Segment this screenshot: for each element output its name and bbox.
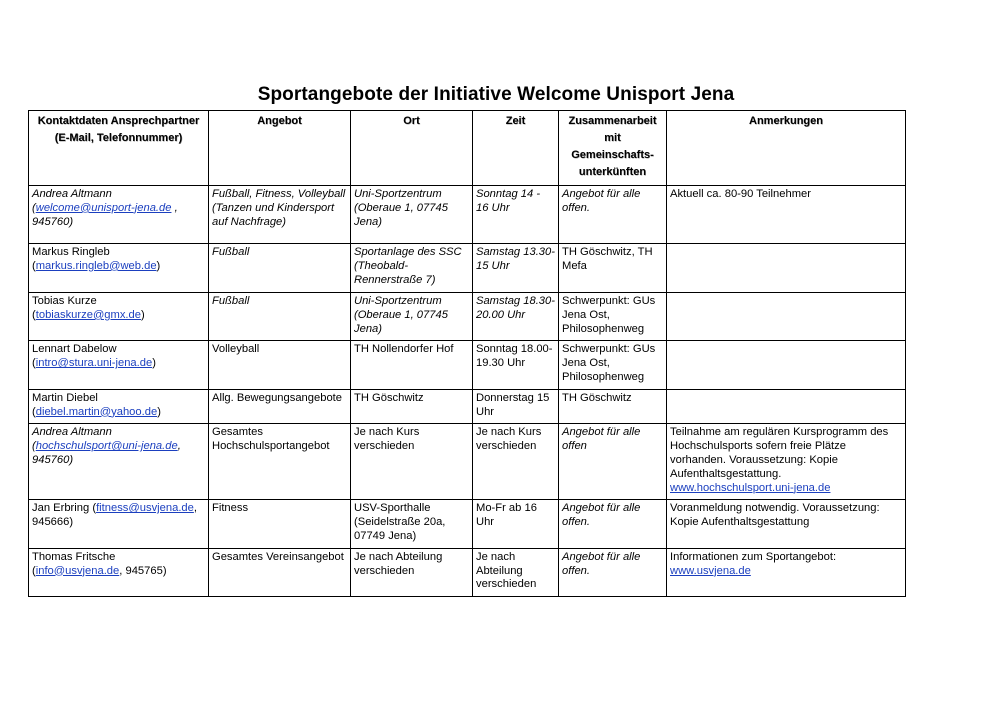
contact-name: Tobias Kurze xyxy=(32,295,97,307)
email-link[interactable]: fitness@usvjena.de xyxy=(96,502,194,515)
contact-cell: Andrea Altmann (hochschulsport@uni-jena.de, 945760) xyxy=(29,424,209,500)
coop-cell: TH Göschwitz xyxy=(559,389,667,424)
notes-cell xyxy=(667,341,906,389)
contact-name: Lennart Dabelow xyxy=(32,343,117,356)
place-cell: TH Göschwitz xyxy=(351,389,473,424)
coop-cell: Schwerpunkt: GUs Jena Ost, Philosophenweg xyxy=(559,293,667,341)
website-link[interactable]: www.hochschulsport.uni-jena.de xyxy=(670,481,831,494)
phone-number: 945666 xyxy=(32,516,70,529)
offer-cell: Fitness xyxy=(209,500,351,548)
phone-number: 945765 xyxy=(125,564,163,577)
place-cell: Uni-Sportzentrum (Oberaue 1, 07745 Jena) xyxy=(351,186,473,244)
time-cell: Je nach Kurs verschieden xyxy=(473,424,559,500)
coop-cell: Angebot für alle offen. xyxy=(559,186,667,244)
contact-cell: Lennart Dabelow (intro@stura.uni-jena.de) xyxy=(29,341,209,389)
offer-cell: Gesamtes Vereinsangebot xyxy=(209,548,351,596)
time-cell: Je nach Abteilung verschieden xyxy=(473,548,559,596)
email-link[interactable]: intro@stura.uni-jena.de xyxy=(35,357,153,370)
email-link[interactable]: hochschulsport@uni-jena.de xyxy=(35,440,178,453)
sport-offers-table xyxy=(28,110,906,597)
contact-cell: Thomas Fritsche (info@usvjena.de, 945765) xyxy=(29,548,209,596)
phone-number: 945760 xyxy=(32,453,70,466)
contact-name: Martin Diebel xyxy=(32,391,98,404)
header-coop: Zusammenarbeit mit Gemeinschafts-unterkünften xyxy=(559,111,667,186)
header-notes: Anmerkungen xyxy=(667,111,906,186)
notes-cell xyxy=(667,424,906,500)
place-cell: TH Nollendorfer Hof xyxy=(351,341,473,389)
time-cell: Mo-Fr ab 16 Uhr xyxy=(473,500,559,548)
place-cell: Je nach Abteilung verschieden xyxy=(351,548,473,596)
contact-cell: Markus Ringleb (markus.ringleb@web.de) xyxy=(29,244,209,293)
notes-cell xyxy=(667,389,906,424)
contact-name: Andrea Altmann xyxy=(32,426,112,439)
email-link[interactable]: markus.ringleb@web.de xyxy=(35,259,157,272)
place-cell: Sportanlage des SSC (Theobald-Rennerstraße 7) xyxy=(351,244,473,293)
notes-cell: Voranmeldung notwendig. Voraussetzung: Kopie Aufenthaltsgestattung xyxy=(667,500,906,548)
coop-cell: Angebot für alle offen xyxy=(559,424,667,500)
time-cell: Donnerstag 15 Uhr xyxy=(473,389,559,424)
contact-name: Andrea Altmann xyxy=(32,188,112,200)
table-row xyxy=(29,389,906,424)
contact-name: Markus Ringleb xyxy=(32,246,110,258)
table-row xyxy=(29,186,906,244)
header-time: Zeit xyxy=(473,111,559,186)
coop-cell: Schwerpunkt: GUs Jena Ost, Philosophenweg xyxy=(559,341,667,389)
table-row xyxy=(29,424,906,500)
header-offer: Angebot xyxy=(209,111,351,186)
contact-name: Thomas Fritsche xyxy=(32,550,116,563)
table-row xyxy=(29,244,906,293)
offer-cell: Gesamtes Hochschulsportangebot xyxy=(209,424,351,500)
contact-cell: Martin Diebel (diebel.martin@yahoo.de) xyxy=(29,389,209,424)
notes-cell xyxy=(667,548,906,596)
offer-cell: Fußball xyxy=(209,244,351,293)
place-cell: Je nach Kurs verschieden xyxy=(351,424,473,500)
notes-cell xyxy=(667,293,906,341)
notes-text: Informationen zum Sportangebot: xyxy=(670,550,837,563)
coop-cell: TH Göschwitz, TH Mefa xyxy=(559,244,667,293)
notes-text: Teilnahme am regulären Kursprogramm des Hochschulsports sofern freie Plätze vorhanden. Voraussetzung: Kopie Aufenthaltsgestattung. xyxy=(670,426,889,480)
place-cell: USV-Sporthalle (Seidelstraße 20a, 07749 Jena) xyxy=(351,500,473,548)
time-cell: Samstag 18.30-20.00 Uhr xyxy=(473,293,559,341)
coop-cell: Angebot für alle offen. xyxy=(559,500,667,548)
header-contact: Kontaktdaten Ansprechpartner (E-Mail, Telefonnummer) xyxy=(29,111,209,186)
page-title: Sportangebote der Initiative Welcome Unisport Jena xyxy=(257,84,735,105)
time-cell: Sonntag 14 - 16 Uhr xyxy=(473,186,559,244)
time-cell: Samstag 13.30-15 Uhr xyxy=(473,244,559,293)
website-link[interactable]: www.usvjena.de xyxy=(670,564,751,577)
contact-cell: Jan Erbring (fitness@usvjena.de, 945666) xyxy=(29,500,209,548)
header-place: Ort xyxy=(351,111,473,186)
offer-cell: Fußball, Fitness, Volleyball (Tanzen und Kindersport auf Nachfrage) xyxy=(209,186,351,244)
offer-cell: Volleyball xyxy=(209,341,351,389)
contact-name: Jan Erbring xyxy=(32,502,90,515)
contact-cell: Tobias Kurze (tobiaskurze@gmx.de) xyxy=(29,293,209,341)
contact-cell: Andrea Altmann (welcome@unisport-jena.de , 945760) xyxy=(29,186,209,244)
time-cell: Sonntag 18.00-19.30 Uhr xyxy=(473,341,559,389)
table-row xyxy=(29,500,906,548)
table-row xyxy=(29,293,906,341)
coop-cell: Angebot für alle offen. xyxy=(559,548,667,596)
email-link[interactable]: welcome@unisport-jena.de xyxy=(35,201,172,214)
place-cell: Uni-Sportzentrum (Oberaue 1, 07745 Jena) xyxy=(351,293,473,341)
offer-cell: Allg. Bewegungsangebote xyxy=(209,389,351,424)
phone-number: 945760 xyxy=(32,215,70,228)
email-link[interactable]: diebel.martin@yahoo.de xyxy=(35,405,158,418)
notes-cell: Aktuell ca. 80-90 Teilnehmer xyxy=(667,186,906,244)
email-link[interactable]: tobiaskurze@gmx.de xyxy=(35,308,141,321)
table-row xyxy=(29,548,906,596)
offer-cell: Fußball xyxy=(209,293,351,341)
table-row xyxy=(29,341,906,389)
notes-cell xyxy=(667,244,906,293)
table-header-row xyxy=(29,111,906,186)
email-link[interactable]: info@usvjena.de xyxy=(35,564,120,577)
